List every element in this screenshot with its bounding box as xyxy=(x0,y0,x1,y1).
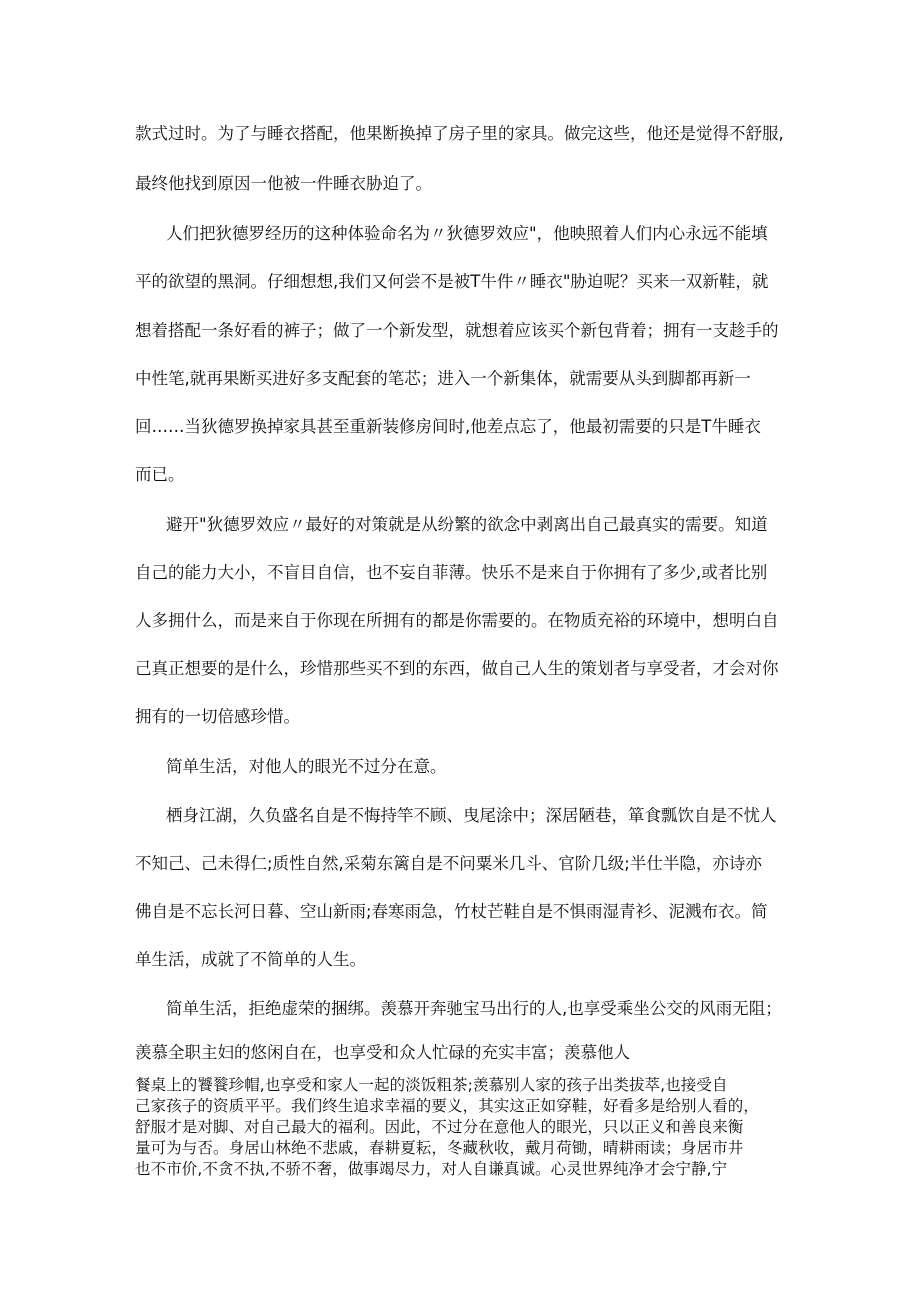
text-line: 单生活，成就了不简单的人生。 xyxy=(135,950,366,969)
text-line: 平的欲望的黑洞。仔细想想,我们又何尝不是被T牛件〃睡衣"胁迫呢？买来一双新鞋，就 xyxy=(135,272,769,291)
text-line: 人多拥什么，而是来自于你现在所拥有的都是你需要的。在物质充裕的环境中，想明白自 xyxy=(135,611,779,630)
text-line: 佛自是不忘长河日暮、空山新雨;春寒雨急，竹杖芒鞋自是不惧雨湿青衫、泥溅布衣。简 xyxy=(135,902,768,921)
text-line: 餐桌上的饕餮珍帽,也享受和家人一起的淡饭粗茶;羡慕别人家的孩子出类拔萃,也接受自 xyxy=(135,1076,728,1094)
text-line: 款式过时。为了与睡衣搭配，他果断换掉了房子里的家具。做完这些，他还是觉得不舒服, xyxy=(135,124,784,143)
text-line: 羡慕全职主妇的悠闲自在，也享受和众人忙碌的充实丰富；羡慕他人 xyxy=(135,1043,630,1062)
text-line: 中性笔,就再果断买进好多支配套的笔芯；进入一个新集体，就需要从头到脚都再新一 xyxy=(135,369,751,388)
text-line: 也不市价,不贪不执,不骄不奢，做事竭尽力，对人自谦真诚。心灵世界纯净才会宁静,宁 xyxy=(135,1160,728,1178)
text-line: 量可为与否。身居山林绝不悲戚，春耕夏耘，冬藏秋收，戴月荷锄，晴耕雨读；身居市井 xyxy=(135,1139,744,1157)
text-line: 不知己、己未得仁;质性自然,采菊东篱自是不问粟米几斗、官阶几级;半仕半隐，亦诗亦 xyxy=(135,854,762,873)
text-line: 拥有的一切倍感珍惜。 xyxy=(135,707,300,726)
paragraph-first-line: 避开"狄德罗效应〃最好的对策就是从纷繁的欲念中剥离出自己最真实的需要。知道 xyxy=(166,515,768,534)
text-line: 己真正想要的是什么，珍惜那些买不到的东西，做自己人生的策划者与享受者，才会对你 xyxy=(135,659,779,678)
text-line: 回……当狄德罗换掉家具甚至重新装修房间时,他差点忘了，他最初需要的只是T牛睡衣 xyxy=(135,417,761,436)
text-line: 舒服才是对脚、对自己最大的福利。因此，不过分在意他人的眼光，只以正义和善良来衡 xyxy=(135,1118,744,1136)
paragraph-first-line: 简单生活，拒绝虚荣的捆绑。羡慕开奔驰宝马出行的人,也享受乘坐公交的风雨无阻； xyxy=(166,999,782,1018)
text-line: 最终他找到原因一他被一件睡衣胁迫了。 xyxy=(135,174,432,193)
paragraph-first-line: 栖身江湖，久负盛名自是不悔持竿不顾、曳尾涂中；深居陋巷，箪食瓢饮自是不忧人 xyxy=(166,806,777,825)
text-line: 自己的能力大小，不盲目自信，也不妄自菲薄。快乐不是来自于你拥有了多少,或者比别 xyxy=(135,563,768,582)
text-line: 想着搭配一条好看的裤子；做了一个新发型，就想着应该买个新包背着；拥有一支趁手的 xyxy=(135,321,779,340)
paragraph-first-line: 简单生活，对他人的眼光不过分在意。 xyxy=(166,757,447,776)
text-line: 而已。 xyxy=(135,465,185,484)
paragraph-first-line: 人们把狄德罗经历的这种体验命名为〃狄德罗效应"，他映照着人们内心永远不能填 xyxy=(166,224,768,243)
text-line: 己家孩子的资质平平。我们终生追求幸福的要义，其实这正如穿鞋，好看多是给别人看的， xyxy=(135,1097,760,1115)
